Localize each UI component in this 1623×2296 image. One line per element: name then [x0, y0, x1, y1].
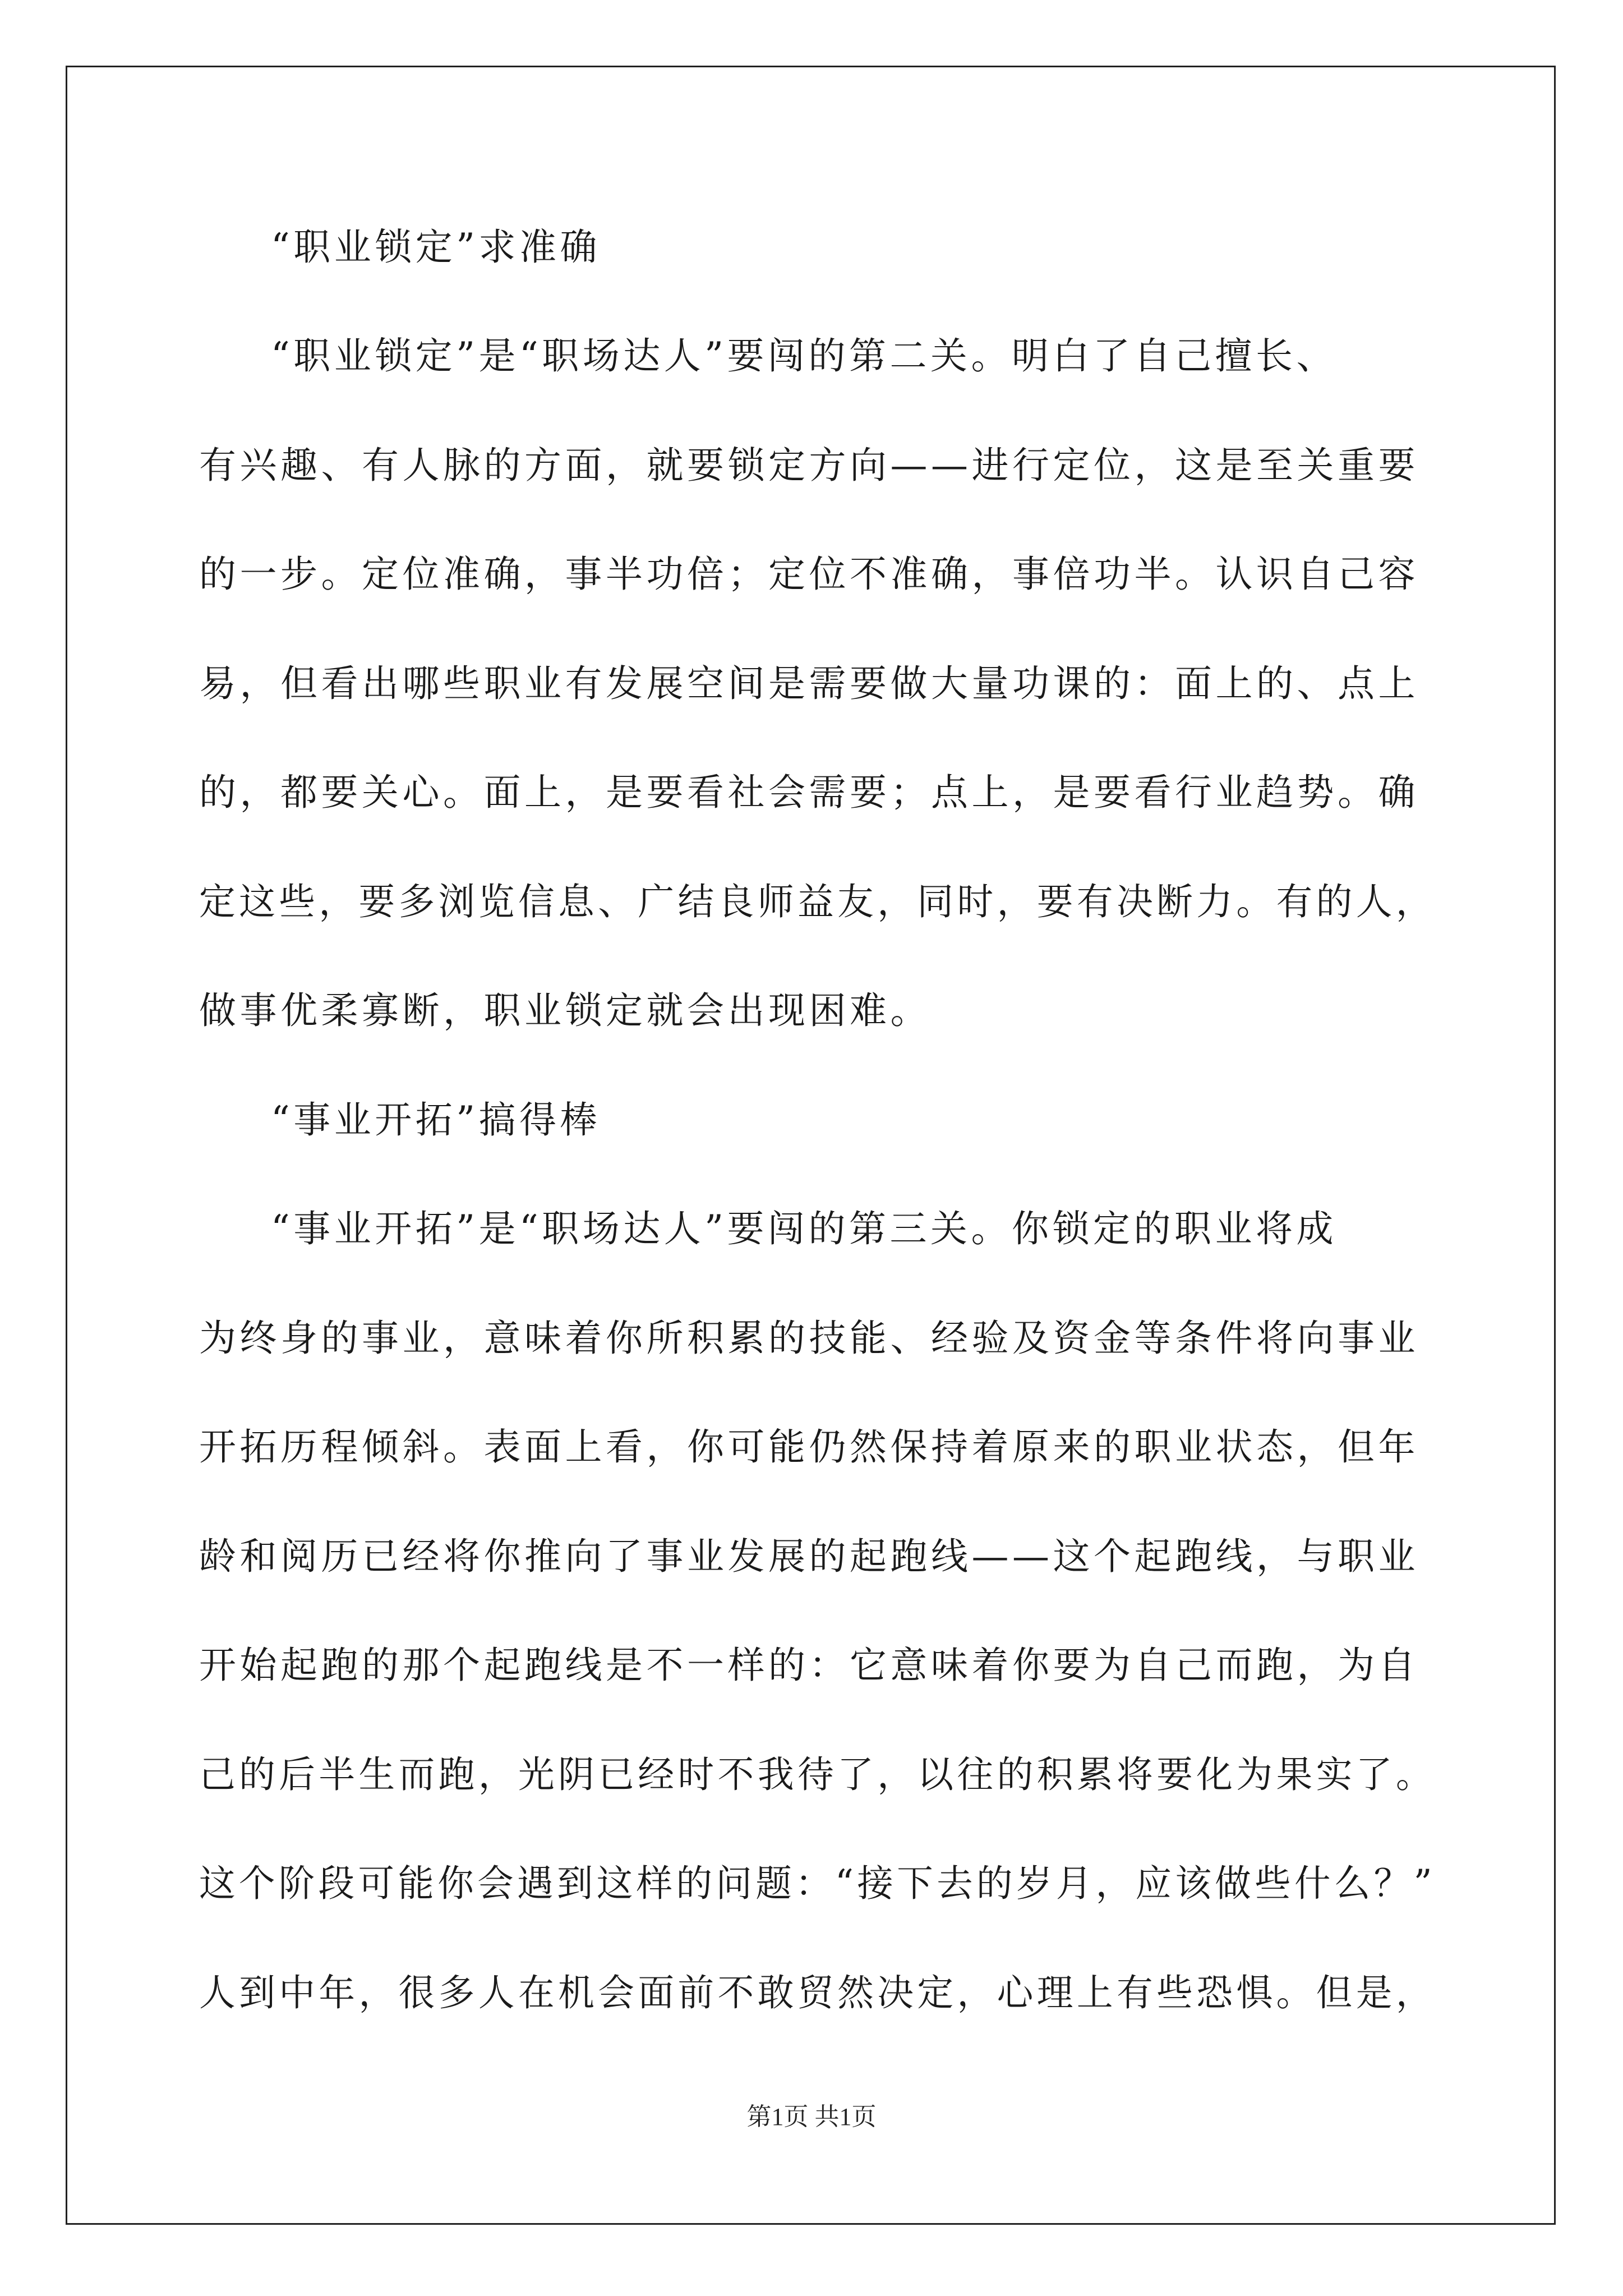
paragraph-line: 的，都要关心。面上，是要看社会需要；点上，是要看行业趋势。确	[199, 771, 1419, 814]
paragraph-line: 人到中年，很多人在机会面前不敢贸然决定，心理上有些恐惧。但是，	[199, 1971, 1436, 2014]
paragraph-line: 开始起跑的那个起跑线是不一样的：它意味着你要为自己而跑，为自	[199, 1644, 1419, 1687]
paragraph-line: 己的后半生而跑，光阴已经时不我待了，以往的积累将要化为果实了。	[199, 1753, 1436, 1796]
paragraph-line: 有兴趣、有人脉的方面，就要锁定方向——进行定位，这是至关重要	[199, 444, 1419, 487]
paragraph-line: 龄和阅历已经将你推向了事业发展的起跑线——这个起跑线，与职业	[199, 1535, 1419, 1578]
section-heading-career-expansion: “事业开拓”搞得棒	[271, 1098, 601, 1142]
page-number-footer: 第1页 共1页	[746, 2103, 877, 2131]
paragraph-line: 易，但看出哪些职业有发展空间是需要做大量功课的：面上的、点上	[199, 662, 1419, 705]
paragraph-line: “职业锁定”是“职场达人”要闯的第二关。明白了自己擅长、	[271, 334, 1337, 378]
paragraph-line: 定这些，要多浏览信息、广结良师益友，同时，要有决断力。有的人，	[199, 880, 1436, 923]
section-heading-career-lock: “职业锁定”求准确	[271, 226, 601, 269]
paragraph-line: “事业开拓”是“职场达人”要闯的第三关。你锁定的职业将成	[271, 1207, 1337, 1250]
paragraph-line: 为终身的事业，意味着你所积累的技能、经验及资金等条件将向事业	[199, 1317, 1419, 1360]
paragraph-line: 的一步。定位准确，事半功倍；定位不准确，事倍功半。认识自己容	[199, 553, 1419, 596]
paragraph-line: 做事优柔寡断，职业锁定就会出现困难。	[199, 989, 931, 1032]
paragraph-line: 这个阶段可能你会遇到这样的问题：“接下去的岁月，应该做些什么？”	[199, 1862, 1436, 1905]
paragraph-line: 开拓历程倾斜。表面上看，你可能仍然保持着原来的职业状态，但年	[199, 1425, 1419, 1469]
